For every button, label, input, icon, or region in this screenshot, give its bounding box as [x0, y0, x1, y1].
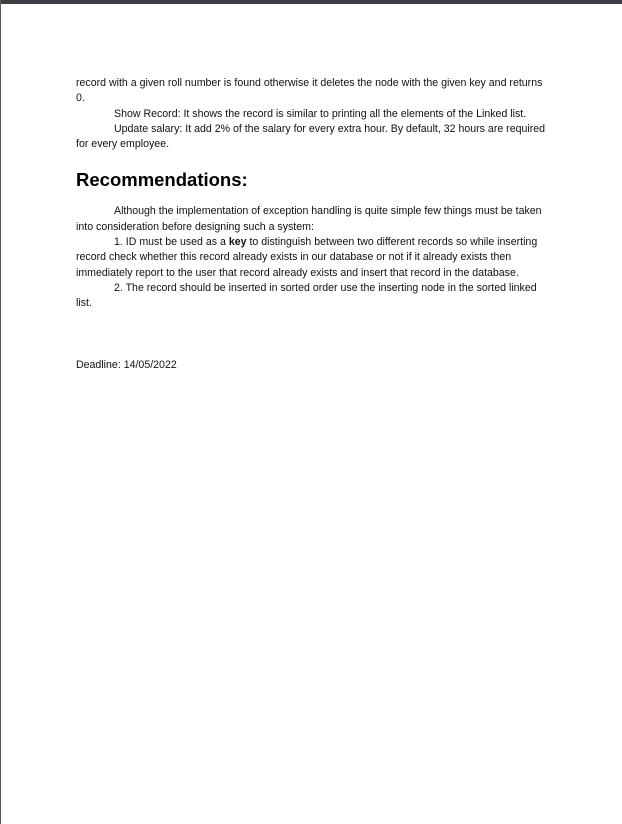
recommendations-heading: Recommendations:: [76, 169, 248, 191]
paragraph-recommendations-intro: Although the implementation of exception handling is quite simple few things must be taken into consideration before designing such a system:: [76, 205, 542, 233]
document-page: [1, 4, 622, 824]
recommendation-1-key-term: key: [228, 236, 247, 249]
paragraph-delete-record: record with a given roll number is found otherwise it deletes the node with the given key and returns 0.: [76, 77, 543, 105]
recommendation-1-text-end: to distinguish between two different records so while inserting record check whether this record already exists in our database or not if it already exists then immediately report to the user that record already exists and insert that record in the database.: [76, 236, 538, 279]
paragraph-update-salary: Update salary: It add 2% of the salary for every extra hour. By default, 32 hours are required for every employee.: [76, 122, 546, 151]
paragraph-recommendation-1: [76, 235, 546, 281]
paragraph-show-record: Show Record: It shows the record is similar to printing all the elements of the Linked list.: [114, 107, 527, 120]
paragraph-recommendation-2: 2. The record should be inserted in sorted order use the inserting node in the sorted linked list.: [76, 281, 537, 310]
recommendation-1-text-start: 1. ID must be used as a: [114, 236, 229, 249]
page-content: [76, 76, 546, 373]
deadline-text: Deadline: 14/05/2022: [76, 358, 177, 371]
